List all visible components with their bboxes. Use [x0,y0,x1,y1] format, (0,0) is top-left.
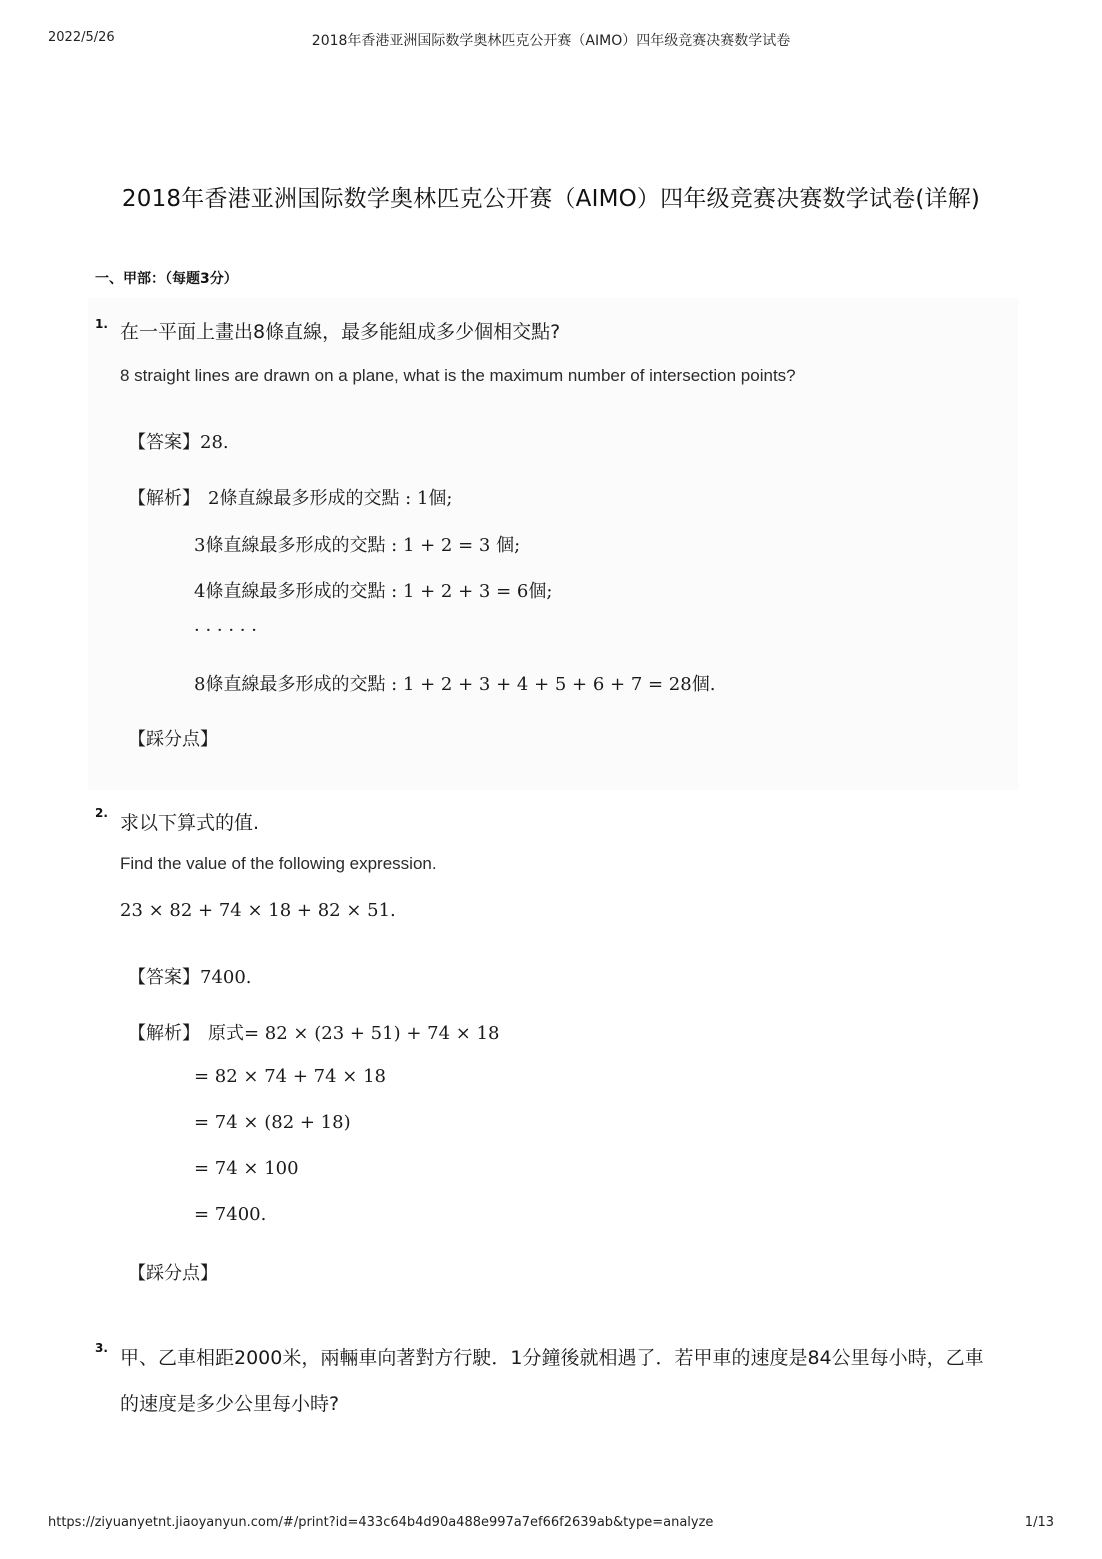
question-3-text-zh: 甲、乙車相距2000米，兩輛車向著對方行駛．1分鐘後就相遇了．若甲車的速度是84公里每小時，乙車 [120,1347,984,1369]
question-2-analysis-label: 【解析】 [128,1023,200,1044]
answer-value: 7400. [200,967,252,988]
question-1-number: 1. [95,317,108,331]
question-3-text-zh-cont: 的速度是多少公里每小時? [120,1393,340,1415]
question-1-text-en: 8 straight lines are drawn on a plane, what is the maximum number of intersection points? [120,366,796,385]
analysis-line: = 74 × 100 [194,1158,299,1179]
question-3-number: 3. [95,1341,108,1355]
question-2-text-en: Find the value of the following expression. [120,854,437,873]
analysis-ellipsis: · · · · · · [194,620,257,641]
print-header-title: 2018年香港亚洲国际数学奥林匹克公开赛（AIMO）四年级竞赛决赛数学试卷 [311,33,791,49]
question-2-number: 2. [95,806,108,820]
section-heading: 一、甲部：（每题3分） [95,271,238,287]
analysis-line: = 7400. [194,1204,267,1225]
question-1-analysis-label: 【解析】 [128,488,200,509]
question-1-text-zh: 在一平面上畫出8條直線，最多能組成多少個相交點? [120,321,561,343]
question-2-points-label: 【踩分点】 [128,1263,218,1284]
print-date: 2022/5/26 [48,30,115,45]
analysis-line: 4條直線最多形成的交點 : 1 + 2 + 3 = 6個; [194,581,553,602]
page-number: 1/13 [1024,1515,1054,1530]
analysis-line: 3條直線最多形成的交點 : 1 + 2 = 3 個; [194,535,521,556]
analysis-line: = 82 × 74 + 74 × 18 [194,1066,386,1087]
answer-label: 【答案】 [128,967,200,988]
question-1-answer [128,428,229,454]
question-2-text-zh: 求以下算式的值. [120,812,260,834]
answer-value: 28. [200,432,229,453]
analysis-line: 原式= 82 × (23 + 51) + 74 × 18 [208,1023,500,1044]
answer-label: 【答案】 [128,432,200,453]
question-1-points-label: 【踩分点】 [128,729,218,750]
analysis-line: = 74 × (82 + 18) [194,1112,351,1133]
print-footer-url: https://ziyuanyetnt.jiaoyanyun.com/#/print?id=433c64b4d90a488e997a7ef66f2639ab&type=analyze [48,1515,714,1530]
analysis-line: 2條直線最多形成的交點 : 1個; [208,488,453,509]
question-2-expression: 23 × 82 + 74 × 18 + 82 × 51. [120,900,396,921]
analysis-line: 8條直線最多形成的交點 : 1 + 2 + 3 + 4 + 5 + 6 + 7 = 28個. [194,674,716,695]
question-2-answer [128,963,252,989]
page-title: 2018年香港亚洲国际数学奥林匹克公开赛（AIMO）四年级竞赛决赛数学试卷(详解) [121,186,981,212]
